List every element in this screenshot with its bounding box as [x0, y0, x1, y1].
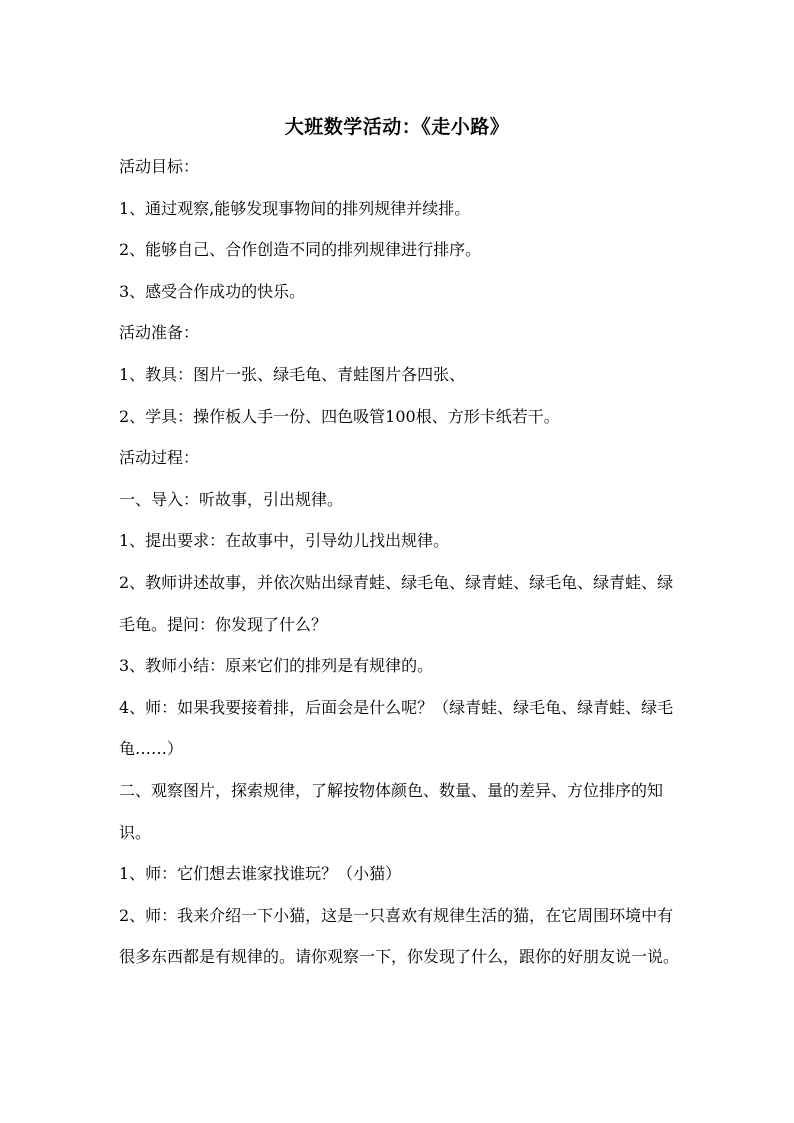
- section-heading-objectives: 活动目标：: [119, 157, 200, 176]
- objective-item: 3、感受合作成功的快乐。: [119, 281, 306, 301]
- process-item: 4、师：如果我要接着排，后面会是什么呢？（绿青蛙、绿毛龟、绿青蛙、绿毛龟……）: [119, 697, 674, 759]
- document-body: [119, 146, 679, 978]
- section-heading-process: 活动过程：: [119, 448, 200, 468]
- objective-item: 2、能够自己、合作创造不同的排列规律进行排序。: [119, 240, 482, 260]
- process-item: 1、师：它们想去谁家找谁玩？（小猫）: [119, 864, 402, 884]
- process-step-heading: 二、观察图片，探索规律，了解按物体颜色、数量、量的差异、方位排序的知识。: [119, 780, 664, 842]
- objective-item: 1、通过观察,能够发现事物间的排列规律并续排。: [119, 198, 471, 218]
- preparation-item: 2、学具：操作板人手一份、四色吸管100根、方形卡纸若干。: [119, 406, 560, 426]
- process-item: 3、教师小结：原来它们的排列是有规律的。: [119, 656, 434, 676]
- process-item: 2、教师讲述故事，并依次贴出绿青蛙、绿毛龟、绿青蛙、绿毛龟、绿青蛙、绿毛龟。提问：你发现了什么？: [119, 572, 674, 634]
- document-title: 大班数学活动：《走小路》: [284, 116, 510, 138]
- process-step-heading: 一、导入：听故事，引出规律。: [119, 489, 344, 509]
- process-item: 2、师：我来介绍一下小猫，这是一只喜欢有规律生活的猫，在它周围环境中有很多东西都是有规律的。请你观察一下，你发现了什么，跟你的好朋友说一说。: [119, 905, 680, 967]
- preparation-item: 1、教具：图片一张、绿毛龟、青蛙图片各四张、: [119, 364, 466, 384]
- process-item: 1、提出要求：在故事中，引导幼儿找出规律。: [119, 531, 450, 551]
- section-heading-preparation: 活动准备：: [119, 323, 200, 343]
